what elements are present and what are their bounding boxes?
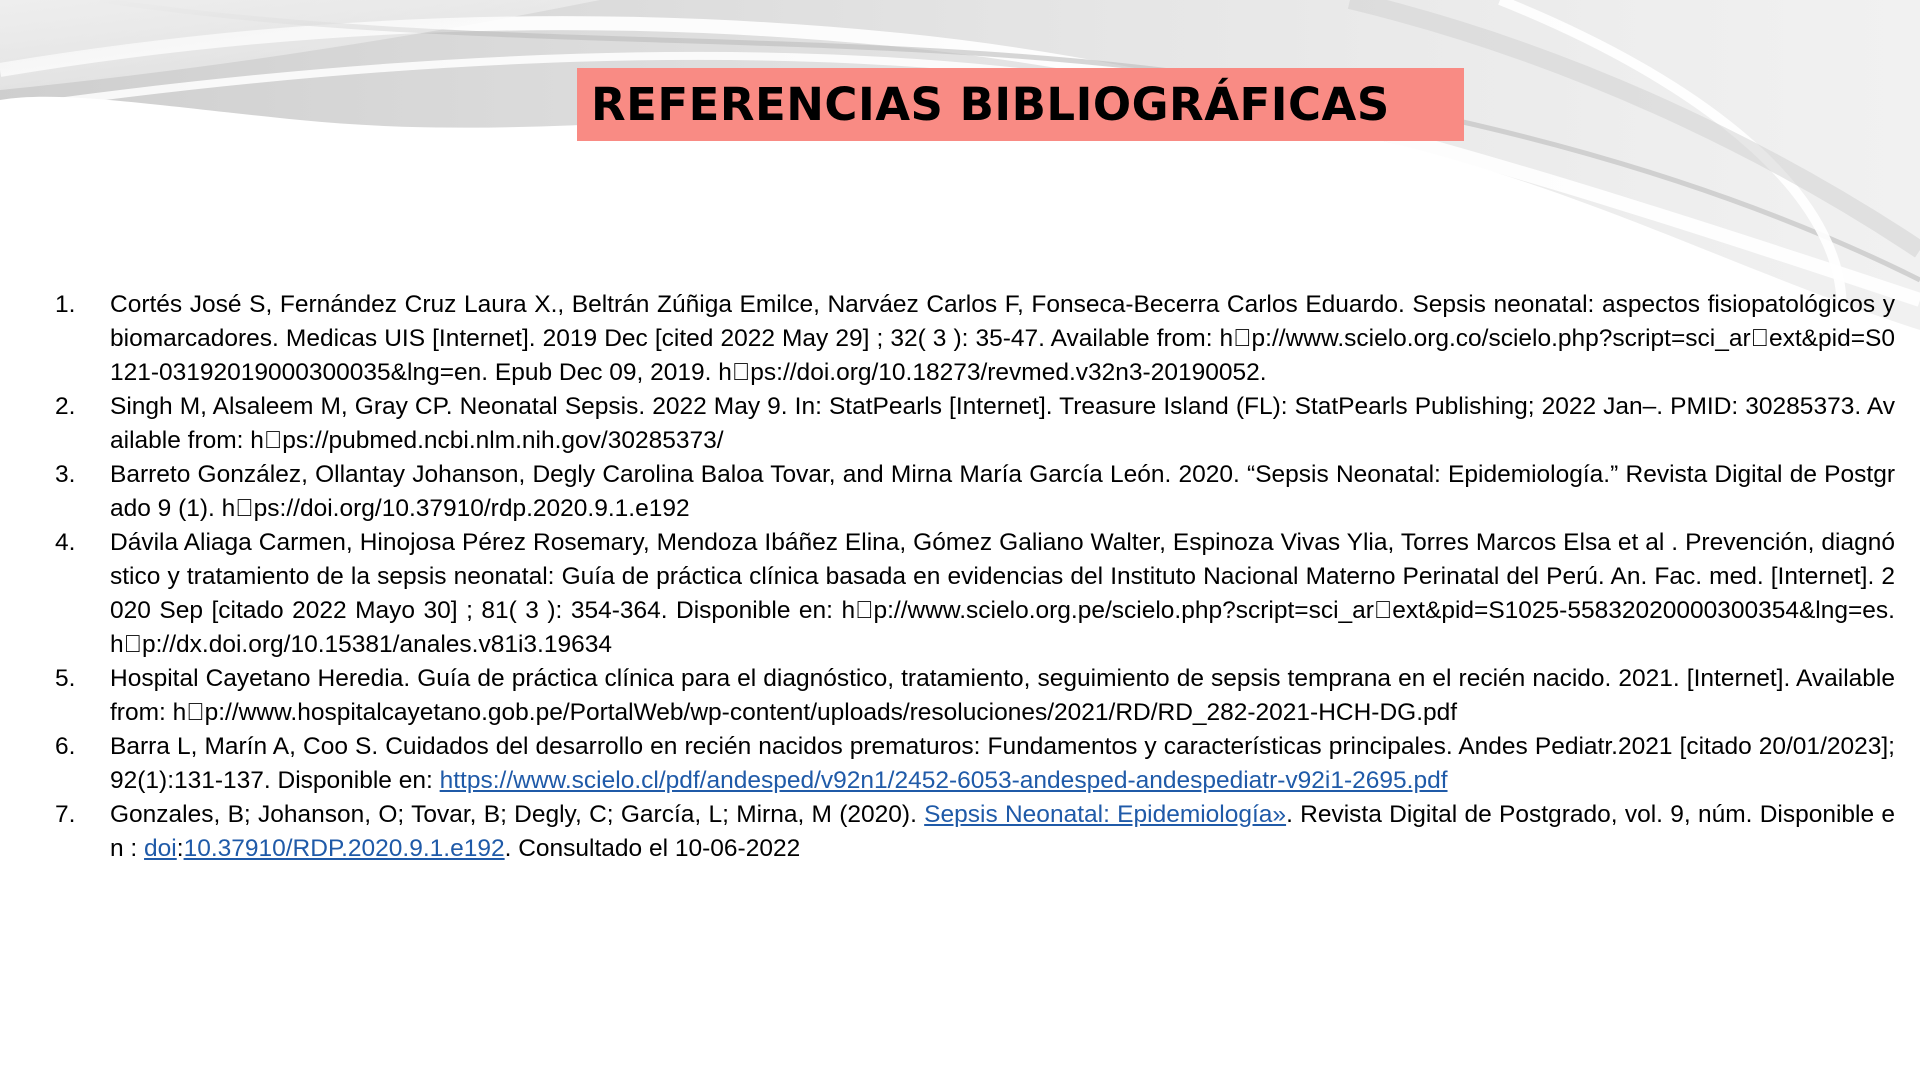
slide-title: REFERENCIAS BIBLIOGRÁFICAS [591, 78, 1390, 131]
doi-label-link[interactable]: doi [144, 835, 177, 862]
reference-text-before-link: Barra L, Marín A, Coo S. Cuidados del desarrollo en recién nacidos prematuros: Fundamentos y características principales. Andes Pediatr.2021 [citado 20/01/2023];92(1):131-137. Disponible en: [110, 733, 1895, 794]
reference-text: Cortés José S, Fernández Cruz Laura X., Beltrán Zúñiga Emilce, Narváez Carlos F, Fonseca-Becerra Carlos Eduardo. Sepsis neonatal: aspectos fisiopatológicos y biomarcadores. Medicas UIS [Internet]. 2019 Dec [cited 2022 May 29] ; 32( 3 ): 35-47. Available from: h p://www.scielo.org.co/scielo.php?script=sci_ar ext&pid=S0121-03192019000300035&lng=en. Epub Dec 09, 2019. h ps://doi.org/10.18273/revmed.v32n3-20190052. [110, 291, 1895, 386]
reference-text-before-link: Gonzales, B; Johanson, O; Tovar, B; Degly, C; García, L; Mirna, M (2020). [110, 801, 925, 828]
reference-number: 2. [55, 393, 76, 420]
slide-title-banner [577, 68, 1464, 141]
reference-url-link[interactable]: https://www.scielo.cl/pdf/andesped/v92n1/2452-6053-andesped-andespediatr-v92i1-2695.pdf [439, 767, 1448, 794]
reference-number: 1. [55, 291, 76, 318]
reference-number: 7. [55, 801, 76, 828]
doi-value-link[interactable]: 10.37910/RDP.2020.9.1.e192 [183, 835, 505, 862]
reference-item-2 [55, 390, 1895, 458]
reference-text-after-link: . Consultado el 10-06-2022 [504, 835, 801, 862]
reference-text [110, 730, 1895, 798]
reference-item-7 [55, 798, 1895, 866]
reference-text: Barreto González, Ollantay Johanson, Degly Carolina Baloa Tovar, and Mirna María García León. 2020. “Sepsis Neonatal: Epidemiología.” Revista Digital de Postgrado 9 (1). h ps://doi.org/10.37910/rdp.2020.9.1.e192 [110, 461, 1895, 522]
reference-item-6 [55, 730, 1895, 798]
reference-item-5 [55, 662, 1895, 730]
reference-text: Hospital Cayetano Heredia. Guía de práctica clínica para el diagnóstico, tratamiento, seguimiento de sepsis temprana en el recién nacido. 2021. [Internet]. Available from: h p://www.hospitalcayetano.gob.pe/PortalWeb/wp-content/uploads/resoluciones/2021/RD/RD_282-2021-HCH-DG.pdf [110, 665, 1895, 726]
reference-text: Dávila Aliaga Carmen, Hinojosa Pérez Rosemary, Mendoza Ibáñez Elina, Gómez Galiano Walter, Espinoza Vivas Ylia, Torres Marcos Elsa et al . Prevención, diagnóstico y tratamiento de la sepsis neonatal: Guía de práctica clínica basada en evidencias del Instituto Nacional Materno Perinatal del Perú. An. Fac. med. [Internet]. 2020 Sep [citado 2022 Mayo 30] ; 81( 3 ): 354-364. Disponible en: h p://www.scielo.org.pe/scielo.php?script=sci_ar ext&pid=S1025-55832020000300354&lng=es. h p://dx.doi.org/10.15381/anales.v81i3.19634 [110, 529, 1895, 658]
reference-text-middle: . Revista Digital de Postgrado, vol. 9, núm. Disponible en : [110, 801, 1896, 862]
reference-number: 3. [55, 461, 76, 488]
reference-text [110, 798, 1895, 866]
reference-number: 6. [55, 733, 76, 760]
reference-item-1 [55, 288, 1895, 390]
reference-item-4 [55, 526, 1895, 662]
reference-list [55, 288, 1895, 866]
reference-number: 4. [55, 529, 76, 556]
doi-colon: : [176, 835, 184, 862]
reference-text: Singh M, Alsaleem M, Gray CP. Neonatal Sepsis. 2022 May 9. In: StatPearls [Internet]. Treasure Island (FL): StatPearls Publishing; 2022 Jan–. PMID: 30285373. Available from: h ps://pubmed.ncbi.nlm.nih.gov/30285373/ [110, 393, 1895, 454]
reference-item-3 [55, 458, 1895, 526]
reference-title-link[interactable]: Sepsis Neonatal: Epidemiología» [924, 801, 1287, 828]
reference-number: 5. [55, 665, 76, 692]
